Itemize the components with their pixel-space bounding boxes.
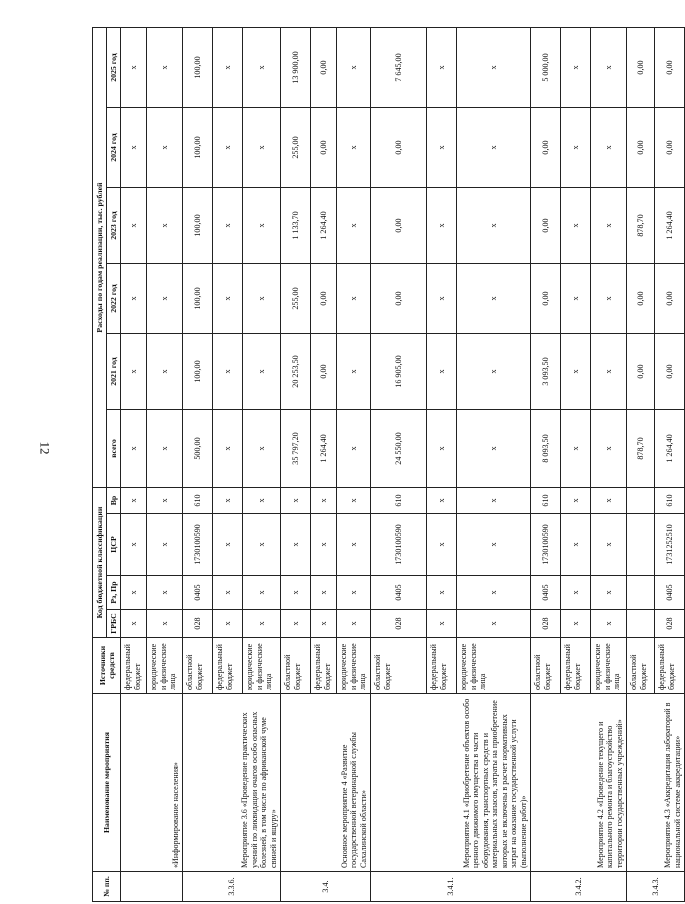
cell-grbs: х bbox=[561, 610, 591, 638]
cell-vr: 610 bbox=[531, 488, 561, 514]
cell-grbs bbox=[627, 610, 655, 638]
cell-csr: х bbox=[427, 514, 457, 576]
cell-vr: х bbox=[311, 488, 337, 514]
cell-y2025: х bbox=[591, 28, 627, 108]
header-2025: 2025 год bbox=[107, 28, 121, 108]
table-body bbox=[121, 28, 685, 902]
funding-source: областной бюджет bbox=[371, 638, 427, 694]
cell-vr bbox=[627, 488, 655, 514]
item-number: 3.3.6. bbox=[183, 872, 281, 902]
page-number: 12 bbox=[37, 441, 53, 455]
cell-y2024: х bbox=[561, 108, 591, 188]
funding-source: федеральный бюджет bbox=[213, 638, 243, 694]
cell-y2021: 20 253,50 bbox=[281, 334, 311, 410]
cell-y2021: 0,00 bbox=[311, 334, 337, 410]
table-row bbox=[183, 28, 213, 902]
cell-grbs: х bbox=[147, 610, 183, 638]
cell-csr: х bbox=[121, 514, 147, 576]
item-number: 3.4.3. bbox=[627, 872, 685, 902]
cell-csr: х bbox=[457, 514, 531, 576]
funding-source: юридические и физические лица bbox=[591, 638, 627, 694]
cell-vr: 610 bbox=[655, 488, 685, 514]
cell-y2023: х bbox=[457, 188, 531, 264]
cell-y2021: 0,00 bbox=[655, 334, 685, 410]
cell-vr: х bbox=[121, 488, 147, 514]
cell-vr: х bbox=[147, 488, 183, 514]
cell-y2022: х bbox=[591, 264, 627, 334]
cell-rzpr: х bbox=[561, 576, 591, 610]
cell-vr: х bbox=[457, 488, 531, 514]
cell-y2022: х bbox=[427, 264, 457, 334]
cell-vr: х bbox=[561, 488, 591, 514]
funding-source: областной бюджет bbox=[281, 638, 311, 694]
cell-y2025: 0,00 bbox=[627, 28, 655, 108]
header-2023: 2023 год bbox=[107, 188, 121, 264]
cell-y2021: х bbox=[147, 334, 183, 410]
cell-grbs: х bbox=[457, 610, 531, 638]
item-name: Мероприятие 4.2 «Проведение текущего и капитального ремонта и благоустройство территории государственных учреждений» bbox=[531, 694, 627, 872]
cell-total: 24 550,00 bbox=[371, 410, 427, 488]
cell-vr: х bbox=[337, 488, 371, 514]
header-rzpr: Рз, Пр bbox=[107, 576, 121, 610]
cell-y2022: 0,00 bbox=[371, 264, 427, 334]
cell-y2025: х bbox=[561, 28, 591, 108]
cell-csr: 1730100590 bbox=[183, 514, 213, 576]
cell-grbs: 028 bbox=[371, 610, 427, 638]
cell-y2021: х bbox=[337, 334, 371, 410]
cell-y2023: 0,00 bbox=[531, 188, 561, 264]
cell-y2025: х bbox=[457, 28, 531, 108]
cell-y2024: х bbox=[591, 108, 627, 188]
item-number: 3.4.1. bbox=[371, 872, 531, 902]
funding-source: федеральный бюджет bbox=[655, 638, 685, 694]
cell-y2022: 0,00 bbox=[311, 264, 337, 334]
cell-grbs: х bbox=[243, 610, 281, 638]
cell-total: х bbox=[427, 410, 457, 488]
cell-vr: х bbox=[591, 488, 627, 514]
header-csr: ЦСР bbox=[107, 514, 121, 576]
header-2021: 2021 год bbox=[107, 334, 121, 410]
cell-y2021: х bbox=[591, 334, 627, 410]
cell-grbs: х bbox=[337, 610, 371, 638]
cell-y2025: х bbox=[427, 28, 457, 108]
cell-rzpr: 0405 bbox=[531, 576, 561, 610]
cell-rzpr: 0405 bbox=[655, 576, 685, 610]
budget-table-container bbox=[92, 28, 682, 902]
cell-total: 8 093,50 bbox=[531, 410, 561, 488]
funding-source: областной бюджет bbox=[627, 638, 655, 694]
cell-rzpr: х bbox=[147, 576, 183, 610]
item-number: 3.4.2. bbox=[531, 872, 627, 902]
cell-vr: х bbox=[281, 488, 311, 514]
cell-y2025: х bbox=[121, 28, 147, 108]
cell-vr: х bbox=[243, 488, 281, 514]
cell-y2023: х bbox=[147, 188, 183, 264]
cell-y2025: 5 000,00 bbox=[531, 28, 561, 108]
cell-grbs: 028 bbox=[531, 610, 561, 638]
cell-rzpr: х bbox=[337, 576, 371, 610]
cell-rzpr: х bbox=[281, 576, 311, 610]
cell-y2023: х bbox=[243, 188, 281, 264]
cell-rzpr: х bbox=[311, 576, 337, 610]
cell-vr: 610 bbox=[183, 488, 213, 514]
item-name: Мероприятие 3.6 «Проведение практических учений по ликвидации очагов особо опасных болезней, в том числе по африканской чуме свиней и ящуру» bbox=[183, 694, 281, 872]
cell-rzpr: х bbox=[213, 576, 243, 610]
header-source: Источники средств bbox=[93, 638, 121, 694]
cell-vr: х bbox=[213, 488, 243, 514]
header-grbs: ГРБС bbox=[107, 610, 121, 638]
cell-total: 878,70 bbox=[627, 410, 655, 488]
cell-y2023: 1 264,40 bbox=[311, 188, 337, 264]
cell-y2023: 878,70 bbox=[627, 188, 655, 264]
cell-y2024: 0,00 bbox=[531, 108, 561, 188]
funding-source: областной бюджет bbox=[183, 638, 213, 694]
header-vr: Вр bbox=[107, 488, 121, 514]
cell-grbs: 028 bbox=[183, 610, 213, 638]
cell-csr: х bbox=[243, 514, 281, 576]
item-name: Мероприятие 4.3 «Аккредитация лабораторий в национальной системе аккредитации» bbox=[627, 694, 685, 872]
cell-y2022: х bbox=[457, 264, 531, 334]
cell-y2024: 0,00 bbox=[655, 108, 685, 188]
funding-source: федеральный бюджет bbox=[121, 638, 147, 694]
cell-y2025: 100,00 bbox=[183, 28, 213, 108]
header-kbk: Код бюджетной классификации bbox=[93, 488, 107, 638]
funding-source: юридические и физические лица bbox=[243, 638, 281, 694]
cell-grbs: х bbox=[121, 610, 147, 638]
cell-rzpr: 0405 bbox=[183, 576, 213, 610]
cell-total: х bbox=[561, 410, 591, 488]
cell-total: 1 264,40 bbox=[655, 410, 685, 488]
cell-y2023: х bbox=[337, 188, 371, 264]
cell-y2022: х bbox=[121, 264, 147, 334]
cell-y2025: 0,00 bbox=[311, 28, 337, 108]
item-number: 3.4. bbox=[281, 872, 371, 902]
cell-csr: х bbox=[147, 514, 183, 576]
cell-y2021: 16 905,00 bbox=[371, 334, 427, 410]
cell-y2023: 100,00 bbox=[183, 188, 213, 264]
cell-y2023: х bbox=[427, 188, 457, 264]
cell-rzpr: х bbox=[121, 576, 147, 610]
cell-csr bbox=[627, 514, 655, 576]
cell-y2021: 0,00 bbox=[627, 334, 655, 410]
cell-csr: х bbox=[213, 514, 243, 576]
cell-y2021: х bbox=[213, 334, 243, 410]
cell-rzpr: х bbox=[457, 576, 531, 610]
cell-y2025: х bbox=[213, 28, 243, 108]
cell-grbs: х bbox=[591, 610, 627, 638]
cell-y2023: 1 264,40 bbox=[655, 188, 685, 264]
cell-grbs: 028 bbox=[655, 610, 685, 638]
cell-y2021: 100,00 bbox=[183, 334, 213, 410]
cell-y2024: 0,00 bbox=[371, 108, 427, 188]
cell-csr: х bbox=[337, 514, 371, 576]
funding-source: федеральный бюджет bbox=[427, 638, 457, 694]
cell-rzpr bbox=[627, 576, 655, 610]
header-2024: 2024 год bbox=[107, 108, 121, 188]
cell-y2023: х bbox=[591, 188, 627, 264]
cell-vr: х bbox=[427, 488, 457, 514]
header-row-1 bbox=[93, 28, 107, 902]
cell-total: х bbox=[243, 410, 281, 488]
cell-y2022: 255,00 bbox=[281, 264, 311, 334]
cell-csr: х bbox=[281, 514, 311, 576]
cell-y2022: х bbox=[337, 264, 371, 334]
cell-y2023: х bbox=[121, 188, 147, 264]
cell-grbs: х bbox=[213, 610, 243, 638]
funding-source: юридические и физические лица bbox=[147, 638, 183, 694]
cell-rzpr: х bbox=[591, 576, 627, 610]
table-row bbox=[627, 28, 655, 902]
cell-y2023: х bbox=[213, 188, 243, 264]
cell-y2021: 3 093,50 bbox=[531, 334, 561, 410]
header-name: Наименование мероприятия bbox=[93, 694, 121, 872]
cell-y2022: 0,00 bbox=[655, 264, 685, 334]
cell-y2024: х bbox=[337, 108, 371, 188]
cell-y2023: 1 133,70 bbox=[281, 188, 311, 264]
cell-y2025: 0,00 bbox=[655, 28, 685, 108]
cell-y2022: х bbox=[213, 264, 243, 334]
funding-source: федеральный бюджет bbox=[311, 638, 337, 694]
header-2022: 2022 год bbox=[107, 264, 121, 334]
cell-y2022: 0,00 bbox=[531, 264, 561, 334]
cell-y2021: х bbox=[243, 334, 281, 410]
cell-y2024: 0,00 bbox=[627, 108, 655, 188]
cell-grbs: х bbox=[311, 610, 337, 638]
cell-y2025: 7 645,00 bbox=[371, 28, 427, 108]
cell-grbs: х bbox=[281, 610, 311, 638]
table-row bbox=[531, 28, 561, 902]
cell-y2024: х bbox=[213, 108, 243, 188]
cell-csr: 1730100590 bbox=[531, 514, 561, 576]
cell-total: х bbox=[147, 410, 183, 488]
cell-total: 35 797,20 bbox=[281, 410, 311, 488]
cell-total: х bbox=[213, 410, 243, 488]
header-total: всего bbox=[107, 410, 121, 488]
cell-y2023: 0,00 bbox=[371, 188, 427, 264]
cell-total: 500,00 bbox=[183, 410, 213, 488]
cell-y2024: х bbox=[427, 108, 457, 188]
cell-y2024: х bbox=[121, 108, 147, 188]
cell-y2021: х bbox=[427, 334, 457, 410]
cell-y2024: х bbox=[243, 108, 281, 188]
cell-rzpr: х bbox=[243, 576, 281, 610]
cell-total: х bbox=[337, 410, 371, 488]
cell-y2024: 0,00 bbox=[311, 108, 337, 188]
cell-grbs: х bbox=[427, 610, 457, 638]
cell-total: 1 264,40 bbox=[311, 410, 337, 488]
cell-y2024: 255,00 bbox=[281, 108, 311, 188]
cell-csr: 1730100590 bbox=[371, 514, 427, 576]
item-name: Основное мероприятие 4 «Развитие государственной ветеринарной службы Сахалинской области» bbox=[281, 694, 371, 872]
cell-y2021: х bbox=[457, 334, 531, 410]
header-expenses: Расходы по годам реализации, тыс. рублей bbox=[93, 28, 107, 488]
cell-rzpr: 0405 bbox=[371, 576, 427, 610]
cell-y2022: х bbox=[147, 264, 183, 334]
cell-y2025: х bbox=[337, 28, 371, 108]
table-row bbox=[371, 28, 427, 902]
cell-y2023: х bbox=[561, 188, 591, 264]
cell-y2021: х bbox=[561, 334, 591, 410]
funding-source: юридические и физические лица bbox=[457, 638, 531, 694]
cell-vr: 610 bbox=[371, 488, 427, 514]
funding-source: областной бюджет bbox=[531, 638, 561, 694]
cell-csr: х bbox=[591, 514, 627, 576]
cell-total: х bbox=[457, 410, 531, 488]
cell-y2022: х bbox=[561, 264, 591, 334]
budget-table bbox=[92, 27, 685, 902]
funding-source: федеральный бюджет bbox=[561, 638, 591, 694]
cell-csr: 1731252510 bbox=[655, 514, 685, 576]
cell-y2025: 13 900,00 bbox=[281, 28, 311, 108]
cell-y2025: х bbox=[243, 28, 281, 108]
cell-total: х bbox=[121, 410, 147, 488]
item-name: «Информирование населения» bbox=[121, 694, 183, 872]
cell-y2022: 0,00 bbox=[627, 264, 655, 334]
table-row bbox=[121, 28, 147, 902]
funding-source: юридические и физические лица bbox=[337, 638, 371, 694]
cell-y2022: 100,00 bbox=[183, 264, 213, 334]
cell-y2021: х bbox=[121, 334, 147, 410]
cell-total: х bbox=[591, 410, 627, 488]
item-number bbox=[121, 872, 183, 902]
cell-csr: х bbox=[311, 514, 337, 576]
table-row bbox=[281, 28, 311, 902]
cell-y2025: х bbox=[147, 28, 183, 108]
cell-y2024: х bbox=[147, 108, 183, 188]
cell-y2022: х bbox=[243, 264, 281, 334]
cell-csr: х bbox=[561, 514, 591, 576]
item-name: Мероприятие 4.1 «Приобретение объектов особо ценного движимого имущества в части оборудования, транспортных средств и материальных запасов, затраты на приобретение которых не включены в расчет нормативных затрат на оказание государственной услуги (выполнение работ)» bbox=[371, 694, 531, 872]
cell-rzpr: х bbox=[427, 576, 457, 610]
header-num: № пп. bbox=[93, 872, 121, 902]
cell-y2024: х bbox=[457, 108, 531, 188]
cell-y2024: 100,00 bbox=[183, 108, 213, 188]
